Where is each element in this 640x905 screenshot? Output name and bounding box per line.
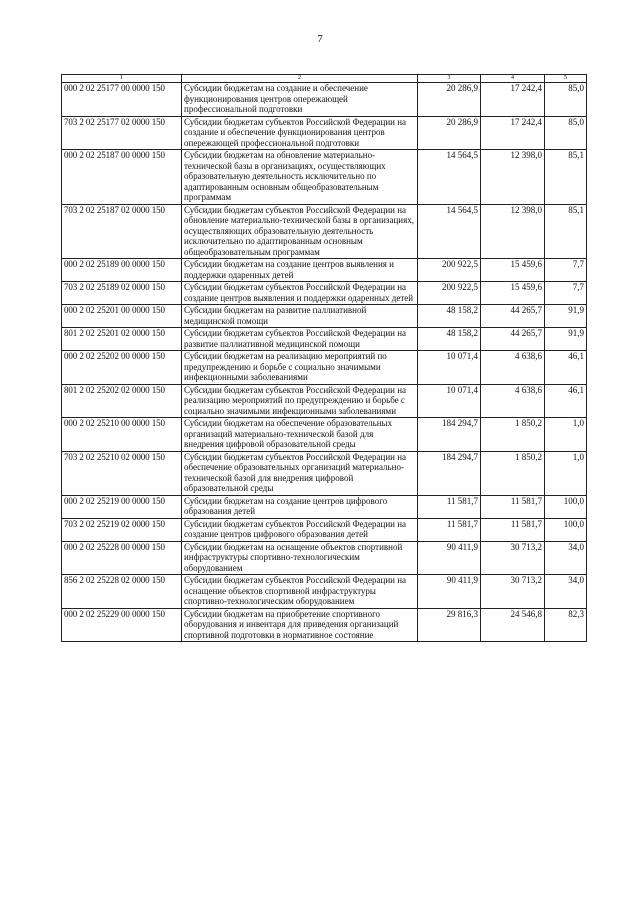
execution-percent-cell: 1,0 (545, 451, 587, 495)
column-header-percent: 5 (545, 75, 587, 83)
budget-table (61, 74, 587, 642)
budget-code-cell: 703 2 02 25187 02 0000 150 (62, 204, 182, 259)
table-body (62, 83, 587, 642)
description-cell: Субсидии бюджетам на обеспечение образовательных организаций материально-технической базой для внедрения цифровой образовательной среды (182, 418, 418, 452)
actual-amount-cell: 17 242,4 (481, 116, 545, 150)
description-cell: Субсидии бюджетам на создание центров цифрового образования детей (182, 495, 418, 518)
actual-amount-cell: 15 459,6 (481, 282, 545, 305)
budget-code-cell: 856 2 02 25228 02 0000 150 (62, 575, 182, 609)
budget-code-cell: 703 2 02 25219 02 0000 150 (62, 518, 182, 541)
planned-amount-cell: 184 294,7 (418, 418, 481, 452)
actual-amount-cell: 4 638,6 (481, 351, 545, 385)
description-cell: Субсидии бюджетам субъектов Российской Федерации на развитие паллиативной медицинской помощи (182, 328, 418, 351)
table-row (62, 204, 587, 259)
actual-amount-cell: 1 850,2 (481, 451, 545, 495)
description-cell: Субсидии бюджетам на обновление материально-технической базы в организациях, осуществляющих образовательную деятельность исключительно по адаптированным основным общеобразовательным программам (182, 150, 418, 205)
budget-code-cell: 000 2 02 25219 00 0000 150 (62, 495, 182, 518)
table-row (62, 518, 587, 541)
actual-amount-cell: 24 546,8 (481, 608, 545, 642)
actual-amount-cell: 4 638,6 (481, 384, 545, 418)
execution-percent-cell: 34,0 (545, 575, 587, 609)
budget-code-cell: 703 2 02 25189 02 0000 150 (62, 282, 182, 305)
table-row (62, 418, 587, 452)
planned-amount-cell: 11 581,7 (418, 518, 481, 541)
actual-amount-cell: 44 265,7 (481, 305, 545, 328)
description-cell: Субсидии бюджетам на реализацию мероприятий по предупреждению и борьбе с социально значимыми инфекционными заболеваниями (182, 351, 418, 385)
budget-code-cell: 000 2 02 25187 00 0000 150 (62, 150, 182, 205)
execution-percent-cell: 91,9 (545, 305, 587, 328)
description-cell: Субсидии бюджетам субъектов Российской Федерации на реализацию мероприятий по предупреждению и борьбе с социально значимыми инфекционными заболеваниями (182, 384, 418, 418)
execution-percent-cell: 100,0 (545, 495, 587, 518)
actual-amount-cell: 30 713,2 (481, 541, 545, 575)
table-row (62, 384, 587, 418)
actual-amount-cell: 44 265,7 (481, 328, 545, 351)
planned-amount-cell: 11 581,7 (418, 495, 481, 518)
column-header-plan: 3 (418, 75, 481, 83)
table-header-row (62, 75, 587, 83)
execution-percent-cell: 1,0 (545, 418, 587, 452)
planned-amount-cell: 90 411,9 (418, 541, 481, 575)
planned-amount-cell: 10 071,4 (418, 351, 481, 385)
planned-amount-cell: 20 286,9 (418, 116, 481, 150)
table-row (62, 351, 587, 385)
budget-code-cell: 000 2 02 25210 00 0000 150 (62, 418, 182, 452)
description-cell: Субсидии бюджетам на создание и обеспечение функционирования центров опережающей профессиональной подготовки (182, 83, 418, 117)
budget-code-cell: 000 2 02 25177 00 0000 150 (62, 83, 182, 117)
description-cell: Субсидии бюджетам субъектов Российской Федерации на создание центров выявления и поддержки одаренных детей (182, 282, 418, 305)
actual-amount-cell: 1 850,2 (481, 418, 545, 452)
budget-code-cell: 000 2 02 25189 00 0000 150 (62, 259, 182, 282)
table-row (62, 328, 587, 351)
planned-amount-cell: 14 564,5 (418, 150, 481, 205)
description-cell: Субсидии бюджетам на развитие паллиативной медицинской помощи (182, 305, 418, 328)
budget-code-cell: 703 2 02 25210 02 0000 150 (62, 451, 182, 495)
table-row (62, 282, 587, 305)
description-cell: Субсидии бюджетам субъектов Российской Федерации на создание и обеспечение функционирования центров опережающей профессиональной подготовки (182, 116, 418, 150)
planned-amount-cell: 10 071,4 (418, 384, 481, 418)
planned-amount-cell: 200 922,5 (418, 282, 481, 305)
table-row (62, 150, 587, 205)
table-row (62, 541, 587, 575)
column-header-fact: 4 (481, 75, 545, 83)
table-row (62, 608, 587, 642)
budget-code-cell: 000 2 02 25201 00 0000 150 (62, 305, 182, 328)
execution-percent-cell: 85,1 (545, 150, 587, 205)
page-number: 7 (317, 33, 323, 45)
budget-code-cell: 000 2 02 25202 00 0000 150 (62, 351, 182, 385)
planned-amount-cell: 20 286,9 (418, 83, 481, 117)
budget-code-cell: 801 2 02 25202 02 0000 150 (62, 384, 182, 418)
actual-amount-cell: 12 398,0 (481, 204, 545, 259)
actual-amount-cell: 15 459,6 (481, 259, 545, 282)
budget-code-cell: 000 2 02 25229 00 0000 150 (62, 608, 182, 642)
execution-percent-cell: 85,0 (545, 83, 587, 117)
planned-amount-cell: 29 816,3 (418, 608, 481, 642)
actual-amount-cell: 12 398,0 (481, 150, 545, 205)
table-row (62, 83, 587, 117)
column-header-name: 2 (182, 75, 418, 83)
execution-percent-cell: 82,3 (545, 608, 587, 642)
description-cell: Субсидии бюджетам на приобретение спортивного оборудования и инвентаря для приведения организаций спортивной подготовки в нормативное состояние (182, 608, 418, 642)
budget-code-cell: 801 2 02 25201 02 0000 150 (62, 328, 182, 351)
execution-percent-cell: 7,7 (545, 259, 587, 282)
column-header-code: 1 (62, 75, 182, 83)
planned-amount-cell: 184 294,7 (418, 451, 481, 495)
table-row (62, 259, 587, 282)
budget-code-cell: 000 2 02 25228 00 0000 150 (62, 541, 182, 575)
description-cell: Субсидии бюджетам на создание центров выявления и поддержки одаренных детей (182, 259, 418, 282)
table-row (62, 495, 587, 518)
table-row (62, 575, 587, 609)
execution-percent-cell: 7,7 (545, 282, 587, 305)
execution-percent-cell: 85,1 (545, 204, 587, 259)
execution-percent-cell: 85,0 (545, 116, 587, 150)
description-cell: Субсидии бюджетам субъектов Российской Федерации на оснащение объектов спортивной инфраструктуры спортивно-технологическим оборудованием (182, 575, 418, 609)
planned-amount-cell: 200 922,5 (418, 259, 481, 282)
execution-percent-cell: 91,9 (545, 328, 587, 351)
description-cell: Субсидии бюджетам субъектов Российской Федерации на обеспечение образовательных организаций материально-технической базой для внедрения цифровой образовательной среды (182, 451, 418, 495)
planned-amount-cell: 48 158,2 (418, 328, 481, 351)
execution-percent-cell: 46,1 (545, 384, 587, 418)
planned-amount-cell: 90 411,9 (418, 575, 481, 609)
planned-amount-cell: 48 158,2 (418, 305, 481, 328)
execution-percent-cell: 34,0 (545, 541, 587, 575)
description-cell: Субсидии бюджетам субъектов Российской Федерации на обновление материально-технической базы в организациях, осуществляющих образовательную деятельность исключительно по адаптированным основным общеобразовательным программам (182, 204, 418, 259)
execution-percent-cell: 100,0 (545, 518, 587, 541)
table-row (62, 116, 587, 150)
table-row (62, 451, 587, 495)
execution-percent-cell: 46,1 (545, 351, 587, 385)
actual-amount-cell: 11 581,7 (481, 495, 545, 518)
table-row (62, 305, 587, 328)
planned-amount-cell: 14 564,5 (418, 204, 481, 259)
budget-code-cell: 703 2 02 25177 02 0000 150 (62, 116, 182, 150)
description-cell: Субсидии бюджетам на оснащение объектов спортивной инфраструктуры спортивно-технологическим оборудованием (182, 541, 418, 575)
actual-amount-cell: 11 581,7 (481, 518, 545, 541)
description-cell: Субсидии бюджетам субъектов Российской Федерации на создание центров цифрового образования детей (182, 518, 418, 541)
actual-amount-cell: 17 242,4 (481, 83, 545, 117)
actual-amount-cell: 30 713,2 (481, 575, 545, 609)
